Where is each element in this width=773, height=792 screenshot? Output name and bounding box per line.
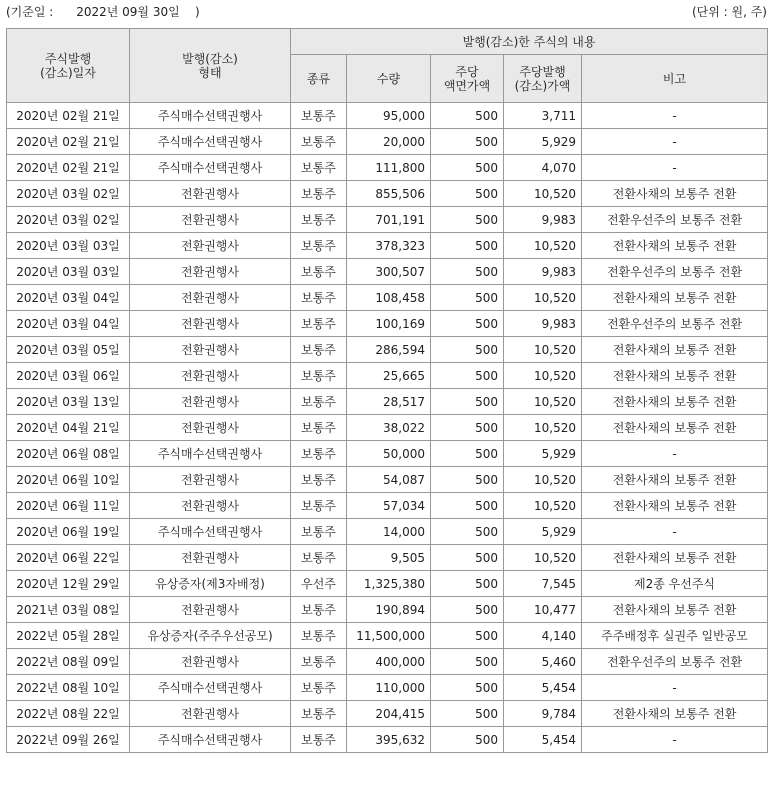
cell-price: 10,477 bbox=[504, 597, 582, 623]
cell-qty: 38,022 bbox=[347, 415, 431, 441]
cell-par: 500 bbox=[431, 103, 504, 129]
cell-type: 전환권행사 bbox=[130, 233, 291, 259]
cell-date: 2020년 02월 21일 bbox=[7, 103, 130, 129]
col-header-price bbox=[504, 55, 582, 103]
cell-kind: 보통주 bbox=[291, 129, 347, 155]
table-row bbox=[7, 571, 768, 597]
cell-note: - bbox=[582, 155, 768, 181]
col-header-par-text: 주당 액면가액 bbox=[443, 64, 491, 93]
cell-type: 전환권행사 bbox=[130, 467, 291, 493]
cell-date: 2022년 05월 28일 bbox=[7, 623, 130, 649]
table-row bbox=[7, 363, 768, 389]
cell-par: 500 bbox=[431, 701, 504, 727]
col-header-qty: 수량 bbox=[347, 55, 431, 103]
cell-note: 전환사채의 보통주 전환 bbox=[582, 415, 768, 441]
table-row bbox=[7, 129, 768, 155]
cell-par: 500 bbox=[431, 467, 504, 493]
cell-date: 2020년 06월 11일 bbox=[7, 493, 130, 519]
cell-kind: 보통주 bbox=[291, 701, 347, 727]
cell-note: 전환사채의 보통주 전환 bbox=[582, 493, 768, 519]
cell-price: 10,520 bbox=[504, 233, 582, 259]
cell-qty: 25,665 bbox=[347, 363, 431, 389]
cell-type: 전환권행사 bbox=[130, 389, 291, 415]
report-header bbox=[0, 0, 773, 22]
table-body bbox=[7, 103, 768, 753]
col-header-group: 발행(감소)한 주식의 내용 bbox=[291, 29, 768, 55]
col-header-date bbox=[7, 29, 130, 103]
cell-date: 2020년 02월 21일 bbox=[7, 155, 130, 181]
cell-price: 3,711 bbox=[504, 103, 582, 129]
cell-type: 전환권행사 bbox=[130, 337, 291, 363]
cell-type: 주식매수선택권행사 bbox=[130, 727, 291, 753]
cell-type: 전환권행사 bbox=[130, 207, 291, 233]
cell-kind: 보통주 bbox=[291, 493, 347, 519]
cell-kind: 우선주 bbox=[291, 571, 347, 597]
cell-par: 500 bbox=[431, 285, 504, 311]
cell-type: 전환권행사 bbox=[130, 649, 291, 675]
cell-par: 500 bbox=[431, 441, 504, 467]
cell-note: 전환우선주의 보통주 전환 bbox=[582, 311, 768, 337]
cell-note: 전환사채의 보통주 전환 bbox=[582, 467, 768, 493]
cell-date: 2020년 06월 08일 bbox=[7, 441, 130, 467]
cell-kind: 보통주 bbox=[291, 363, 347, 389]
cell-qty: 50,000 bbox=[347, 441, 431, 467]
cell-par: 500 bbox=[431, 675, 504, 701]
cell-par: 500 bbox=[431, 207, 504, 233]
cell-qty: 108,458 bbox=[347, 285, 431, 311]
cell-note: - bbox=[582, 675, 768, 701]
cell-date: 2020년 03월 04일 bbox=[7, 311, 130, 337]
col-header-type bbox=[130, 29, 291, 103]
col-header-par bbox=[431, 55, 504, 103]
cell-kind: 보통주 bbox=[291, 675, 347, 701]
cell-kind: 보통주 bbox=[291, 519, 347, 545]
cell-type: 유상증자(제3자배정) bbox=[130, 571, 291, 597]
col-header-price-text: 주당발행 (감소)가액 bbox=[514, 64, 571, 93]
cell-kind: 보통주 bbox=[291, 623, 347, 649]
cell-type: 주식매수선택권행사 bbox=[130, 675, 291, 701]
col-header-note: 비고 bbox=[582, 55, 768, 103]
cell-price: 10,520 bbox=[504, 493, 582, 519]
table-row bbox=[7, 285, 768, 311]
cell-date: 2022년 08월 22일 bbox=[7, 701, 130, 727]
cell-date: 2020년 06월 10일 bbox=[7, 467, 130, 493]
cell-qty: 400,000 bbox=[347, 649, 431, 675]
cell-par: 500 bbox=[431, 363, 504, 389]
cell-par: 500 bbox=[431, 389, 504, 415]
cell-price: 9,983 bbox=[504, 207, 582, 233]
cell-price: 4,070 bbox=[504, 155, 582, 181]
cell-date: 2020년 03월 05일 bbox=[7, 337, 130, 363]
table-row bbox=[7, 493, 768, 519]
cell-kind: 보통주 bbox=[291, 441, 347, 467]
table-row bbox=[7, 441, 768, 467]
cell-qty: 9,505 bbox=[347, 545, 431, 571]
basis-date-text: (기준일 : 2022년 09월 30일 ) bbox=[6, 5, 200, 19]
cell-par: 500 bbox=[431, 727, 504, 753]
table-row bbox=[7, 337, 768, 363]
cell-date: 2022년 08월 09일 bbox=[7, 649, 130, 675]
cell-qty: 286,594 bbox=[347, 337, 431, 363]
cell-qty: 190,894 bbox=[347, 597, 431, 623]
cell-note: - bbox=[582, 519, 768, 545]
cell-price: 10,520 bbox=[504, 545, 582, 571]
cell-kind: 보통주 bbox=[291, 181, 347, 207]
cell-kind: 보통주 bbox=[291, 207, 347, 233]
cell-price: 4,140 bbox=[504, 623, 582, 649]
cell-par: 500 bbox=[431, 129, 504, 155]
cell-note: 전환사채의 보통주 전환 bbox=[582, 181, 768, 207]
cell-price: 5,454 bbox=[504, 675, 582, 701]
cell-par: 500 bbox=[431, 259, 504, 285]
cell-date: 2022년 09월 26일 bbox=[7, 727, 130, 753]
cell-note: 주주배정후 실권주 일반공모 bbox=[582, 623, 768, 649]
cell-price: 9,983 bbox=[504, 259, 582, 285]
col-header-date-text: 주식발행 (감소)일자 bbox=[40, 51, 96, 80]
cell-date: 2020년 03월 04일 bbox=[7, 285, 130, 311]
cell-note: 전환우선주의 보통주 전환 bbox=[582, 207, 768, 233]
table-row bbox=[7, 623, 768, 649]
cell-par: 500 bbox=[431, 519, 504, 545]
cell-kind: 보통주 bbox=[291, 467, 347, 493]
table-row bbox=[7, 311, 768, 337]
cell-par: 500 bbox=[431, 571, 504, 597]
cell-note: 전환사채의 보통주 전환 bbox=[582, 701, 768, 727]
cell-note: - bbox=[582, 441, 768, 467]
cell-price: 10,520 bbox=[504, 181, 582, 207]
table-row bbox=[7, 727, 768, 753]
cell-type: 전환권행사 bbox=[130, 701, 291, 727]
cell-price: 7,545 bbox=[504, 571, 582, 597]
cell-date: 2020년 12월 29일 bbox=[7, 571, 130, 597]
cell-qty: 111,800 bbox=[347, 155, 431, 181]
cell-date: 2020년 04월 21일 bbox=[7, 415, 130, 441]
table-row bbox=[7, 701, 768, 727]
table-row bbox=[7, 415, 768, 441]
table-row bbox=[7, 233, 768, 259]
cell-price: 9,983 bbox=[504, 311, 582, 337]
cell-note: 전환사채의 보통주 전환 bbox=[582, 337, 768, 363]
col-header-kind: 종류 bbox=[291, 55, 347, 103]
cell-type: 주식매수선택권행사 bbox=[130, 155, 291, 181]
cell-type: 주식매수선택권행사 bbox=[130, 103, 291, 129]
table-row bbox=[7, 649, 768, 675]
cell-type: 전환권행사 bbox=[130, 259, 291, 285]
cell-kind: 보통주 bbox=[291, 727, 347, 753]
cell-qty: 28,517 bbox=[347, 389, 431, 415]
table-row bbox=[7, 519, 768, 545]
cell-kind: 보통주 bbox=[291, 545, 347, 571]
cell-qty: 95,000 bbox=[347, 103, 431, 129]
cell-par: 500 bbox=[431, 337, 504, 363]
cell-qty: 100,169 bbox=[347, 311, 431, 337]
cell-type: 전환권행사 bbox=[130, 363, 291, 389]
cell-type: 전환권행사 bbox=[130, 181, 291, 207]
table-row bbox=[7, 181, 768, 207]
cell-kind: 보통주 bbox=[291, 597, 347, 623]
cell-par: 500 bbox=[431, 493, 504, 519]
cell-note: 전환사채의 보통주 전환 bbox=[582, 363, 768, 389]
cell-type: 전환권행사 bbox=[130, 493, 291, 519]
table-row bbox=[7, 155, 768, 181]
cell-qty: 378,323 bbox=[347, 233, 431, 259]
cell-par: 500 bbox=[431, 155, 504, 181]
cell-date: 2020년 03월 02일 bbox=[7, 181, 130, 207]
cell-price: 5,460 bbox=[504, 649, 582, 675]
cell-date: 2020년 03월 02일 bbox=[7, 207, 130, 233]
cell-qty: 1,325,380 bbox=[347, 571, 431, 597]
cell-kind: 보통주 bbox=[291, 337, 347, 363]
cell-note: - bbox=[582, 129, 768, 155]
cell-note: 전환사채의 보통주 전환 bbox=[582, 545, 768, 571]
cell-type: 주식매수선택권행사 bbox=[130, 519, 291, 545]
cell-kind: 보통주 bbox=[291, 415, 347, 441]
table-row bbox=[7, 675, 768, 701]
cell-par: 500 bbox=[431, 233, 504, 259]
cell-type: 전환권행사 bbox=[130, 415, 291, 441]
col-header-type-text: 발행(감소) 형태 bbox=[182, 51, 238, 80]
cell-qty: 300,507 bbox=[347, 259, 431, 285]
cell-qty: 54,087 bbox=[347, 467, 431, 493]
cell-par: 500 bbox=[431, 649, 504, 675]
cell-note: 전환우선주의 보통주 전환 bbox=[582, 259, 768, 285]
cell-price: 5,454 bbox=[504, 727, 582, 753]
cell-note: 전환우선주의 보통주 전환 bbox=[582, 649, 768, 675]
cell-par: 500 bbox=[431, 181, 504, 207]
cell-type: 전환권행사 bbox=[130, 311, 291, 337]
cell-par: 500 bbox=[431, 623, 504, 649]
cell-date: 2020년 06월 22일 bbox=[7, 545, 130, 571]
cell-price: 5,929 bbox=[504, 519, 582, 545]
cell-price: 10,520 bbox=[504, 363, 582, 389]
cell-type: 주식매수선택권행사 bbox=[130, 129, 291, 155]
cell-type: 전환권행사 bbox=[130, 285, 291, 311]
cell-type: 주식매수선택권행사 bbox=[130, 441, 291, 467]
cell-note: 전환사채의 보통주 전환 bbox=[582, 285, 768, 311]
cell-note: 제2종 우선주식 bbox=[582, 571, 768, 597]
cell-kind: 보통주 bbox=[291, 259, 347, 285]
cell-qty: 57,034 bbox=[347, 493, 431, 519]
cell-par: 500 bbox=[431, 415, 504, 441]
cell-note: - bbox=[582, 103, 768, 129]
cell-kind: 보통주 bbox=[291, 285, 347, 311]
cell-qty: 14,000 bbox=[347, 519, 431, 545]
cell-date: 2021년 03월 08일 bbox=[7, 597, 130, 623]
cell-qty: 11,500,000 bbox=[347, 623, 431, 649]
cell-price: 5,929 bbox=[504, 441, 582, 467]
cell-kind: 보통주 bbox=[291, 155, 347, 181]
cell-date: 2022년 08월 10일 bbox=[7, 675, 130, 701]
unit-label: (단위 : 원, 주) bbox=[691, 5, 767, 19]
cell-type: 전환권행사 bbox=[130, 597, 291, 623]
cell-price: 10,520 bbox=[504, 285, 582, 311]
table-row bbox=[7, 597, 768, 623]
cell-date: 2020년 02월 21일 bbox=[7, 129, 130, 155]
cell-qty: 855,506 bbox=[347, 181, 431, 207]
cell-par: 500 bbox=[431, 597, 504, 623]
cell-type: 전환권행사 bbox=[130, 545, 291, 571]
cell-qty: 110,000 bbox=[347, 675, 431, 701]
table-row bbox=[7, 389, 768, 415]
cell-qty: 395,632 bbox=[347, 727, 431, 753]
cell-par: 500 bbox=[431, 311, 504, 337]
cell-par: 500 bbox=[431, 545, 504, 571]
cell-kind: 보통주 bbox=[291, 649, 347, 675]
cell-qty: 701,191 bbox=[347, 207, 431, 233]
cell-note: 전환사채의 보통주 전환 bbox=[582, 233, 768, 259]
cell-note: - bbox=[582, 727, 768, 753]
cell-price: 10,520 bbox=[504, 337, 582, 363]
table-row bbox=[7, 545, 768, 571]
cell-price: 10,520 bbox=[504, 415, 582, 441]
cell-price: 9,784 bbox=[504, 701, 582, 727]
table-row bbox=[7, 207, 768, 233]
cell-note: 전환사채의 보통주 전환 bbox=[582, 389, 768, 415]
cell-qty: 20,000 bbox=[347, 129, 431, 155]
cell-type: 유상증자(주주우선공모) bbox=[130, 623, 291, 649]
cell-price: 10,520 bbox=[504, 389, 582, 415]
cell-price: 10,520 bbox=[504, 467, 582, 493]
cell-kind: 보통주 bbox=[291, 233, 347, 259]
cell-date: 2020년 03월 06일 bbox=[7, 363, 130, 389]
cell-kind: 보통주 bbox=[291, 311, 347, 337]
table-row bbox=[7, 259, 768, 285]
cell-date: 2020년 03월 03일 bbox=[7, 259, 130, 285]
cell-note: 전환사채의 보통주 전환 bbox=[582, 597, 768, 623]
table-row bbox=[7, 467, 768, 493]
cell-kind: 보통주 bbox=[291, 103, 347, 129]
cell-kind: 보통주 bbox=[291, 389, 347, 415]
cell-date: 2020년 06월 19일 bbox=[7, 519, 130, 545]
cell-date: 2020년 03월 03일 bbox=[7, 233, 130, 259]
cell-qty: 204,415 bbox=[347, 701, 431, 727]
cell-price: 5,929 bbox=[504, 129, 582, 155]
cell-date: 2020년 03월 13일 bbox=[7, 389, 130, 415]
share-issuance-table bbox=[6, 28, 768, 753]
table-row bbox=[7, 103, 768, 129]
